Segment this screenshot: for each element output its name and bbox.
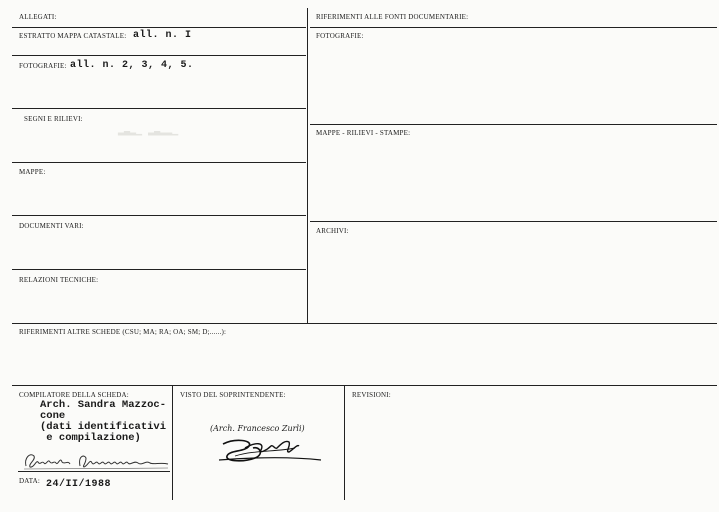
top-divider — [12, 27, 306, 28]
disegni-label: SEGNI E RILIEVI: — [24, 115, 83, 123]
mappe-rilievi-label: MAPPE - RILIEVI - STAMPE: — [316, 129, 411, 137]
data-label: DATA: — [19, 477, 41, 485]
mappe-label: MAPPE: — [19, 168, 46, 176]
center-divider — [307, 8, 308, 324]
top-divider-right — [310, 27, 717, 28]
estratto-label: ESTRATTO MAPPA CATASTALE: — [19, 32, 127, 40]
estratto-value: all. n. I — [133, 30, 192, 41]
divider-right-mappe — [310, 221, 717, 222]
riferimenti-fonti-label: RIFERIMENTI ALLE FONTI DOCUMENTARIE: — [316, 13, 469, 21]
divider-documenti — [12, 269, 306, 270]
right-fotografie-label: FOTOGRAFIE: — [316, 32, 364, 40]
divider-right-foto — [310, 124, 717, 125]
divider-visto — [344, 385, 345, 500]
divider-compilatore — [172, 385, 173, 500]
divider-riferimenti — [12, 323, 717, 324]
fotografie-label: FOTOGRAFIE: — [19, 62, 67, 70]
divider-mappe — [12, 215, 306, 216]
compilatore-signature — [20, 446, 172, 472]
archivi-label: ARCHIVI: — [316, 227, 349, 235]
compilatore-value: Arch. Sandra Mazzoc- cone (dati identificativi e compilazione) — [40, 399, 167, 444]
relazioni-label: RELAZIONI TECNICHE: — [19, 276, 99, 284]
ghost-text: ▂▃▂▁ ▂▃▂▂▁ — [118, 126, 179, 137]
divider-disegni — [12, 162, 306, 163]
data-value: 24/II/1988 — [46, 479, 112, 490]
compilatore-label: COMPILATORE DELLA SCHEDA: — [19, 391, 129, 399]
visto-stamp: (Arch. Francesco Zurli) — [210, 424, 305, 433]
allegati-label: ALLEGATI: — [19, 13, 57, 21]
revisioni-label: REVISIONI: — [352, 391, 391, 399]
divider-estratto — [12, 55, 306, 56]
divider-fotografie — [12, 108, 306, 109]
visto-label: VISTO DEL SOPRINTENDENTE: — [180, 391, 286, 399]
documenti-label: DOCUMENTI VARI: — [19, 222, 84, 230]
divider-bottom — [12, 385, 717, 386]
fotografie-value: all. n. 2, 3, 4, 5. — [70, 60, 194, 71]
visto-signature — [215, 436, 325, 466]
riferimenti-altre-label: RIFERIMENTI ALTRE SCHEDE (CSU; MA; RA; OA; SM; D;......): — [19, 328, 227, 336]
